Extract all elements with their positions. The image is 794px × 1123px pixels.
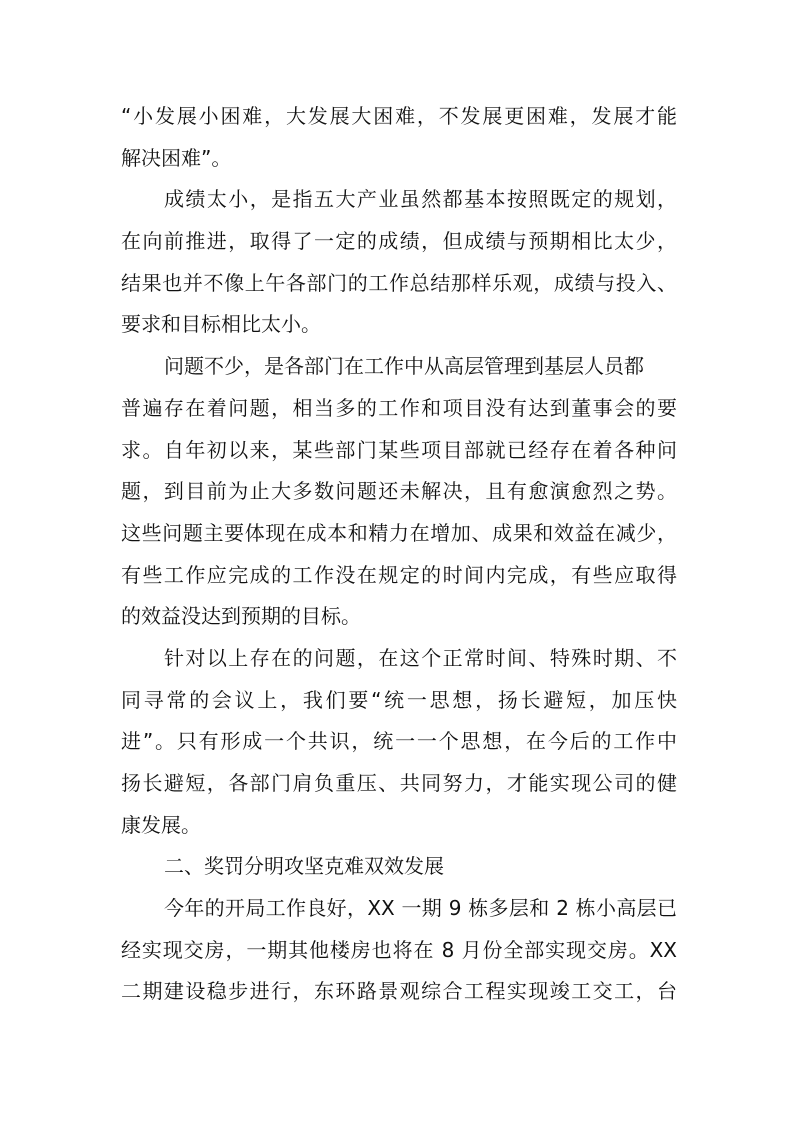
paragraph-line: 扬长避短，各部门肩负重压、共同努力，才能实现公司的健 <box>121 771 677 795</box>
paragraph-line: 成绩太小，是指五大产业虽然都基本按照既定的规划， <box>164 187 677 212</box>
paragraph-line: “小发展小困难，大发展大困难，不发展更困难，发展才能 <box>121 104 677 128</box>
document-body <box>121 96 677 1013</box>
paragraph-line: 问题不少，是各部门在工作中从高层管理到基层人员都 <box>164 354 644 379</box>
paragraph-line: 普遍存在着问题，相当多的工作和项目没有达到董事会的要 <box>121 395 677 420</box>
paragraph-line: 这些问题主要体现在成本和精力在增加、成果和效益在减少， <box>121 520 677 545</box>
paragraph-line: 针对以上存在的问题，在这个正常时间、特殊时期、不 <box>164 645 677 670</box>
paragraph-line: 要求和目标相比太小。 <box>121 312 321 337</box>
paragraph-line: 经实现交房，一期其他楼房也将在 8 月份全部实现交房。XX <box>121 937 677 962</box>
paragraph-line: 同寻常的会议上，我们要“统一思想，扬长避短，加压快 <box>121 687 677 712</box>
paragraph-line: 今年的开局工作良好，XX 一期 9 栋多层和 2 栋小高层已 <box>164 896 677 921</box>
paragraph-line: 在向前推进，取得了一定的成绩，但成绩与预期相比太少， <box>121 229 677 254</box>
paragraph-line: 康发展。 <box>121 812 201 837</box>
paragraph-line: 进”。只有形成一个共识，统一一个思想，在今后的工作中 <box>121 729 677 754</box>
section-heading: 二、奖罚分明攻坚克难双效发展 <box>164 854 444 879</box>
paragraph-line: 二期建设稳步进行，东环路景观综合工程实现竣工交工，台 <box>121 979 677 1004</box>
paragraph-line: 求。自年初以来，某些部门某些项目部就已经存在着各种问 <box>121 437 677 462</box>
paragraph-line: 结果也并不像上午各部门的工作总结那样乐观，成绩与投入、 <box>121 270 677 295</box>
paragraph-line: 题，到目前为止大多数问题还未解决，且有愈演愈烈之势。 <box>121 479 677 504</box>
paragraph-line: 解决困难”。 <box>121 145 232 170</box>
paragraph-line: 的效益没达到预期的目标。 <box>121 604 361 629</box>
paragraph-line: 有些工作应完成的工作没在规定的时间内完成，有些应取得 <box>121 562 677 587</box>
